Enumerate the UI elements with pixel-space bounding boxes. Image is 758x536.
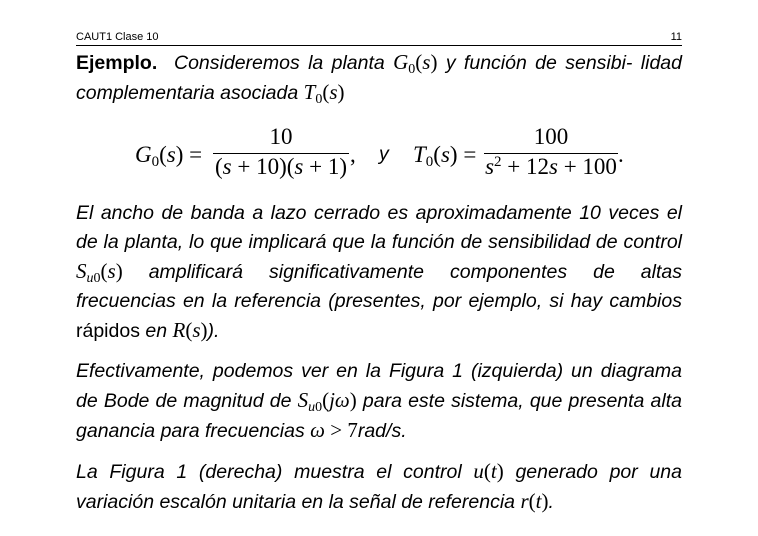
- math-g0: $G_0(s)$: [393, 50, 438, 77]
- header-rule: [76, 45, 682, 46]
- t0-lhs: $T_0(s)$ =: [413, 142, 477, 170]
- math-su0-s: $S_{u0}(s)$: [76, 259, 123, 286]
- p1-text-2: amplificará significativamente componentes de altas frecuencias en la referencia (presentes, por ejemplo, si hay cambios: [76, 261, 682, 312]
- equation-period: .: [618, 142, 624, 167]
- math-r-t: r(t): [520, 489, 549, 513]
- g0-fraction: [213, 124, 349, 188]
- p3-text-2: generado por una variación escalón unitaria en la señal de referencia: [76, 461, 682, 513]
- p1-text-upright: rápidos: [76, 320, 140, 342]
- paragraph-step-response: [76, 457, 682, 517]
- intro-text-2: y función de sensibi-: [445, 52, 633, 74]
- p2-text-1: Efectivamente, podemos ver en la Figura 1 (izquierda) un diagrama de Bode de magnitud de: [76, 360, 682, 412]
- math-omega-gt-7: ω > 7: [310, 418, 358, 442]
- intro-text-1: Consideremos la planta: [174, 52, 385, 74]
- paragraph-bode: [76, 357, 682, 446]
- t0-denominator: $s^2 + 12s + 100$: [485, 154, 617, 179]
- intro-paragraph: [76, 48, 682, 108]
- p1-text-4: ).: [207, 320, 220, 342]
- math-r-s: R(s): [172, 318, 208, 342]
- p2-text-2: para este sistema, que presenta alta ganancia para frecuencias: [76, 390, 682, 442]
- t0-numerator: 100: [533, 124, 569, 149]
- intro-text-3: lidad complementaria asociada: [76, 52, 682, 104]
- p3-text-3: .: [548, 491, 554, 513]
- g0-denominator: (s + 10)(s + 1): [214, 154, 347, 179]
- paragraph-bandwidth: [76, 199, 682, 346]
- display-equation: [0, 124, 758, 188]
- p1-text-3: en: [145, 320, 168, 342]
- equation-comma: ,: [350, 142, 356, 167]
- course-title: CAUT1 Clase 10: [76, 31, 159, 43]
- page-number: 11: [670, 31, 682, 43]
- page-header: [76, 30, 682, 46]
- p3-text-1: La Figura 1 (derecha) muestra el control: [76, 461, 462, 483]
- math-su0-jw: $S_{u0}(j\omega)$: [297, 388, 357, 415]
- math-u-t: u(t): [473, 459, 504, 483]
- p2-text-3: rad/s.: [357, 420, 407, 442]
- equation-and-word: y: [379, 143, 389, 165]
- math-t0: $T_0(s)$: [303, 80, 345, 107]
- example-label: Ejemplo.: [76, 52, 158, 74]
- p1-text-1: El ancho de banda a lazo cerrado es aproximadamente 10 veces el de la planta, lo que implicará que la función de sensibilidad de control: [76, 202, 682, 253]
- t0-fraction: [484, 124, 618, 188]
- g0-numerator: 10: [269, 124, 293, 149]
- g0-lhs: $G_0(s)$ =: [135, 142, 203, 170]
